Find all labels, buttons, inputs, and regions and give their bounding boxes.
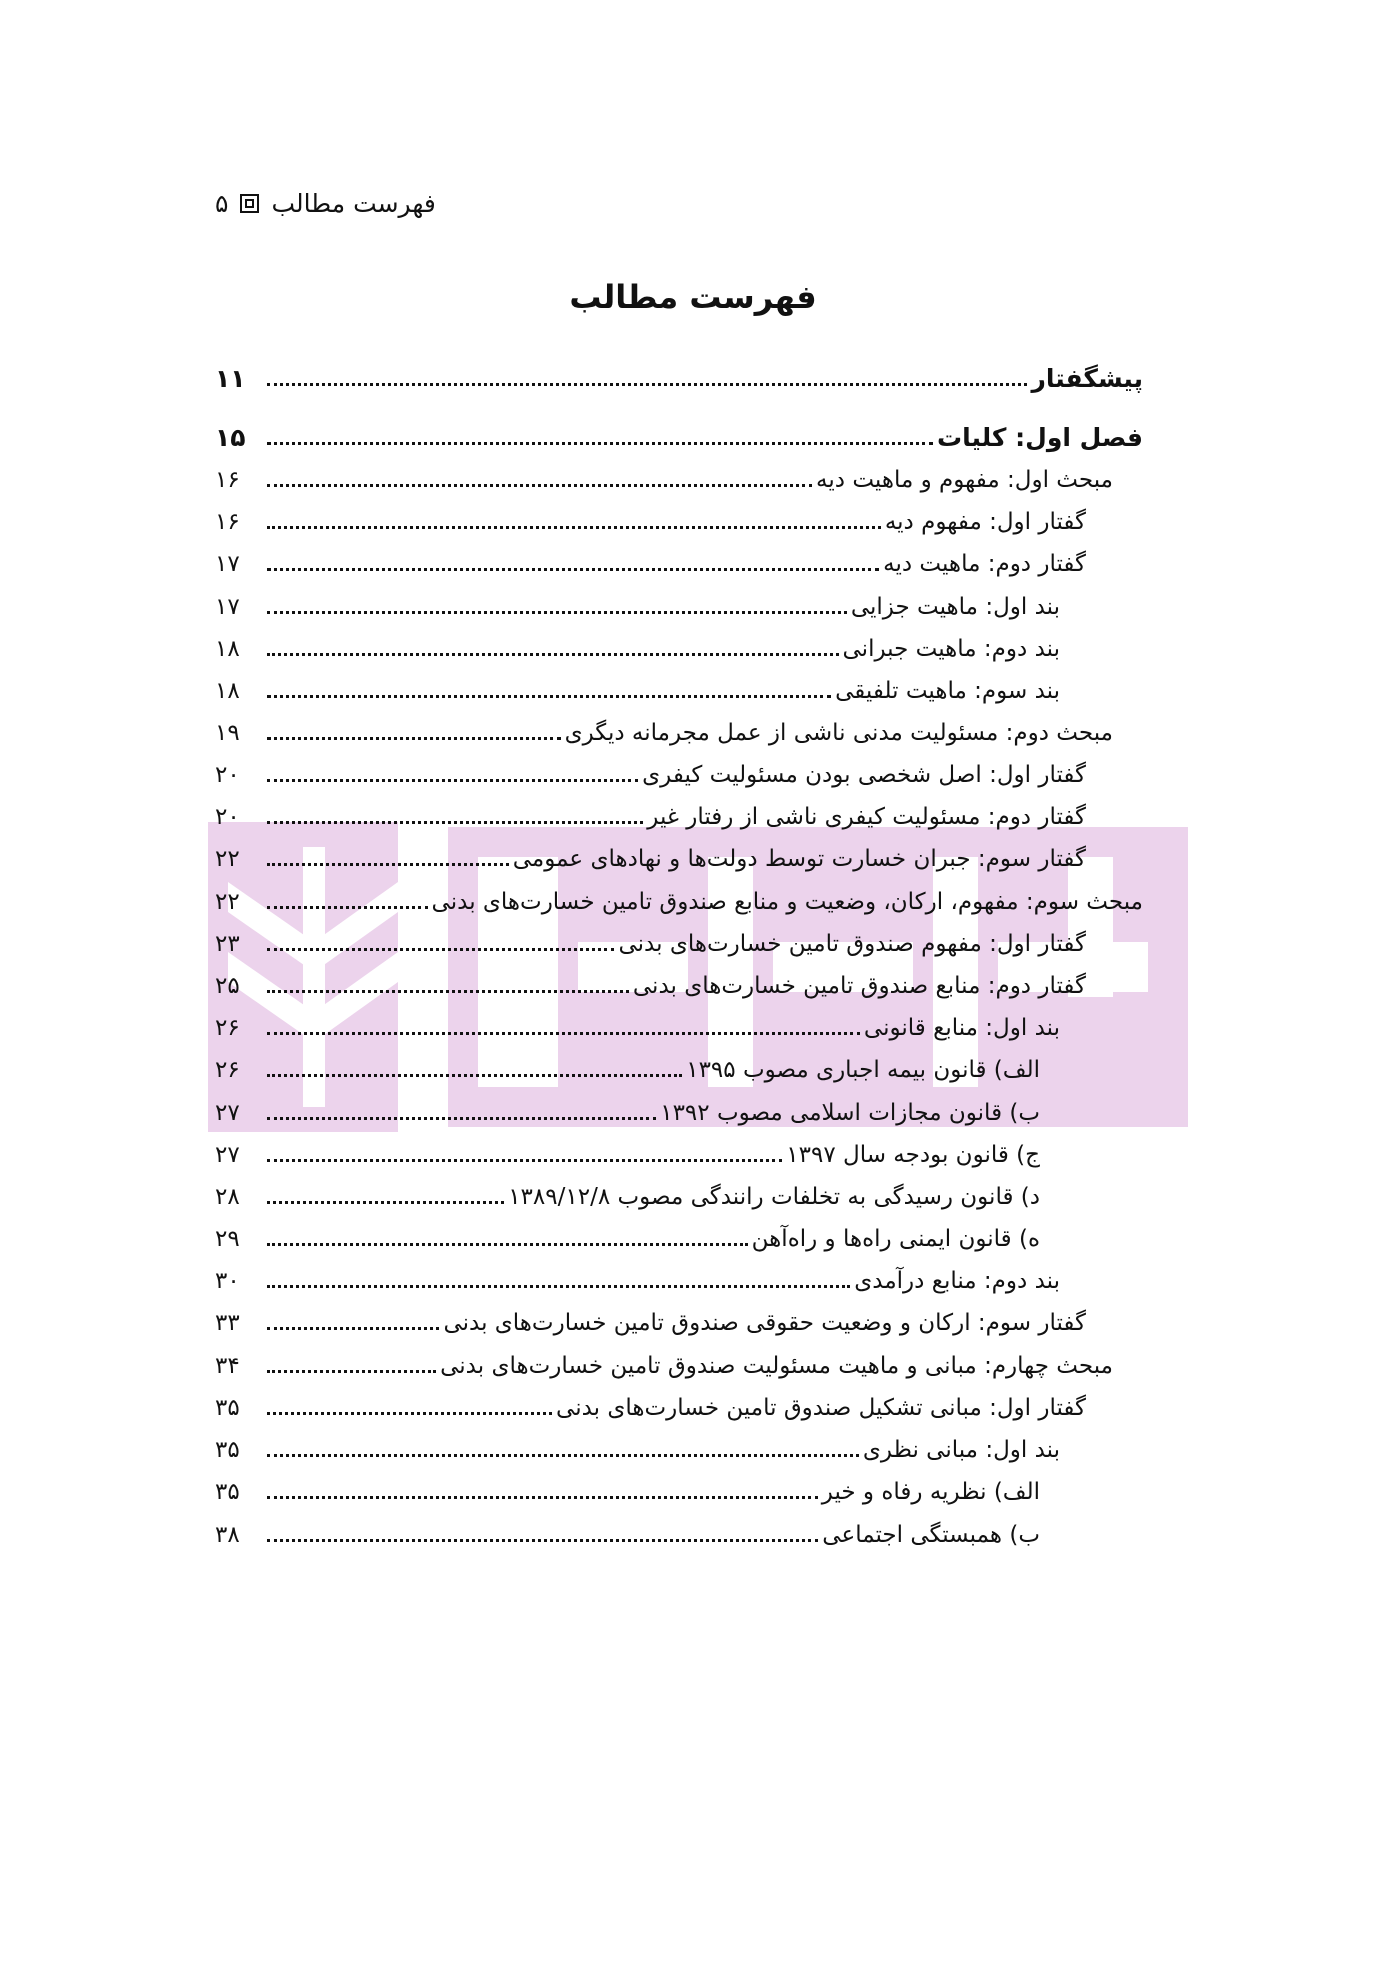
toc-dot-leader [267, 1539, 818, 1542]
square-ornament-icon [240, 194, 259, 213]
toc-entry-page-number: ۲۳ [215, 931, 240, 957]
toc-entry-label: گفتار دوم: مسئولیت کیفری ناشی از رفتار غیر [647, 804, 1086, 830]
toc-entry-page-number: ۱۷ [215, 594, 240, 620]
toc-dot-leader [267, 1159, 782, 1162]
toc-dot-leader [267, 484, 812, 487]
toc-entry-label: مبحث اول: مفهوم و ماهیت دیه [816, 467, 1113, 493]
toc-entry-label: بند اول: منابع قانونی [863, 1015, 1060, 1041]
toc-entry-page-number: ۳۵ [215, 1437, 240, 1463]
toc-entry-label: گفتار سوم: ارکان و وضعیت حقوقی صندوق تامین خسارت‌های بدنی [443, 1310, 1086, 1336]
toc-dot-leader [267, 906, 428, 909]
toc-entry-page-number: ۲۵ [215, 973, 240, 999]
toc-entry-label: گفتار اول: مبانی تشکیل صندوق تامین خسارت‌های بدنی [556, 1395, 1086, 1421]
toc-entry-label: مبحث چهارم: مبانی و ماهیت مسئولیت صندوق تامین خسارت‌های بدنی [440, 1353, 1113, 1379]
toc-entry [215, 1508, 1040, 1550]
toc-entry-label: گفتار اول: اصل شخصی بودن مسئولیت کیفری [642, 762, 1086, 788]
toc-entry-label: پیشگفتار [1031, 364, 1143, 393]
toc-dot-leader [267, 990, 629, 993]
toc-dot-leader [267, 779, 638, 782]
toc-entry [215, 1381, 1086, 1423]
toc-entry-label: بند اول: مبانی نظری [862, 1437, 1060, 1463]
toc-dot-leader [267, 1327, 439, 1330]
toc-entry-page-number: ۳۰ [215, 1268, 240, 1294]
toc-entry-page-number: ۳۸ [215, 1522, 240, 1548]
toc-entry [215, 1423, 1060, 1465]
toc-dot-leader [267, 821, 643, 824]
toc-entry-label: گفتار دوم: ماهیت دیه [883, 551, 1086, 577]
toc-dot-leader [267, 383, 1027, 386]
toc-entry-page-number: ۲۲ [215, 889, 240, 915]
toc-dot-leader [267, 1454, 859, 1457]
toc-entry-page-number: ۱۶ [215, 467, 240, 493]
toc-dot-leader [267, 1032, 860, 1035]
toc-dot-leader [267, 653, 839, 656]
toc-entry-page-number: ۱۸ [215, 636, 240, 662]
toc-entry-page-number: ۲۶ [215, 1057, 240, 1083]
toc-entry-label: مبحث سوم: مفهوم، ارکان، وضعیت و منابع صندوق تامین خسارت‌های بدنی [431, 889, 1143, 915]
toc-entry-page-number: ۲۶ [215, 1015, 240, 1041]
toc-dot-leader [267, 737, 561, 740]
toc-entry [215, 1254, 1060, 1296]
toc-entry [215, 790, 1086, 832]
toc-entry [215, 352, 1143, 394]
toc-entry-label: گفتار دوم: منابع صندوق تامین خسارت‌های بدنی [632, 973, 1086, 999]
toc-entry [215, 1086, 1040, 1128]
toc-entry-page-number: ۲۹ [215, 1226, 240, 1252]
toc-entry [215, 411, 1143, 453]
toc-entry-label: بند اول: ماهیت جزایی [850, 594, 1060, 620]
toc-entry-page-number: ۲۷ [215, 1100, 240, 1126]
toc-entry-label: بند دوم: منابع درآمدی [854, 1268, 1060, 1294]
toc-entry [215, 1128, 1040, 1170]
toc-entry [215, 1465, 1040, 1507]
toc-entry-label: ب) قانون مجازات اسلامی مصوب ۱۳۹۲ [660, 1100, 1040, 1126]
toc-entry [215, 748, 1086, 790]
toc-entry-page-number: ۱۸ [215, 678, 240, 704]
header-title: فهرست مطالب [271, 188, 436, 218]
toc-entry-page-number: ۳۴ [215, 1353, 240, 1379]
toc-dot-leader [267, 1201, 504, 1204]
toc-entry [215, 1339, 1113, 1381]
running-header [215, 183, 436, 223]
toc-entry-label: الف) قانون بیمه اجباری مصوب ۱۳۹۵ [686, 1057, 1040, 1083]
toc-entry [215, 832, 1086, 874]
toc-entry-label: بند دوم: ماهیت جبرانی [842, 636, 1060, 662]
toc-entry [215, 917, 1086, 959]
toc-entry [215, 1001, 1060, 1043]
toc-dot-leader [267, 611, 847, 614]
toc-entry-label: گفتار سوم: جبران خسارت توسط دولت‌ها و نهادهای عمومی [512, 846, 1086, 872]
toc-entry [215, 537, 1086, 579]
toc-dot-leader [267, 568, 879, 571]
toc-entry-page-number: ۱۹ [215, 720, 240, 746]
toc-entry-page-number: ۲۰ [215, 804, 240, 830]
toc-entry-page-number: ۱۱ [215, 364, 246, 393]
toc-entry [215, 1043, 1040, 1085]
toc-dot-leader [267, 1285, 850, 1288]
toc-entry [215, 706, 1113, 748]
toc-dot-leader [267, 1117, 656, 1120]
toc-entry-label: گفتار اول: مفهوم صندوق تامین خسارت‌های بدنی [618, 931, 1086, 957]
toc-entry-page-number: ۱۵ [215, 423, 246, 452]
toc-dot-leader [267, 695, 831, 698]
toc-entry-label: ب) همبستگی اجتماعی [822, 1522, 1040, 1548]
toc-dot-leader [267, 1412, 552, 1415]
toc-entry-page-number: ۳۵ [215, 1395, 240, 1421]
toc-entry-label: د) قانون رسیدگی به تخلفات رانندگی مصوب ۱۳۸۹/۱۲/۸ [508, 1184, 1040, 1210]
toc-entry-page-number: ۲۷ [215, 1142, 240, 1168]
toc-title: فهرست مطالب [569, 278, 817, 316]
toc-entry-label: ج) قانون بودجه سال ۱۳۹۷ [786, 1142, 1040, 1168]
toc-entry [215, 495, 1086, 537]
toc-entry-label: بند سوم: ماهیت تلفیقی [835, 678, 1060, 704]
toc-entry [215, 959, 1086, 1001]
toc-entry-page-number: ۱۶ [215, 509, 240, 535]
toc-entry-label: مبحث دوم: مسئولیت مدنی ناشی از عمل مجرمانه دیگری [564, 720, 1113, 746]
toc-entry-label: الف) نظریه رفاه و خیر [821, 1479, 1040, 1505]
toc-entry-label: گفتار اول: مفهوم دیه [884, 509, 1086, 535]
toc-entry [215, 1296, 1086, 1338]
toc-entry [215, 875, 1143, 917]
toc-entry-page-number: ۱۷ [215, 551, 240, 577]
toc-entry-label: فصل اول: کلیات [937, 423, 1143, 452]
toc-entry-page-number: ۳۵ [215, 1479, 240, 1505]
toc-entry [215, 1170, 1040, 1212]
toc-entry [215, 664, 1060, 706]
toc-entry-label: ه) قانون ایمنی راه‌ها و راه‌آهن [751, 1226, 1040, 1252]
toc-entry [215, 580, 1060, 622]
toc-dot-leader [267, 948, 614, 951]
toc-entry [215, 622, 1060, 664]
toc-entry-page-number: ۳۳ [215, 1310, 240, 1336]
toc-entry [215, 453, 1113, 495]
toc-dot-leader [267, 1370, 436, 1373]
toc-dot-leader [267, 863, 509, 866]
toc-entry-page-number: ۲۰ [215, 762, 240, 788]
toc-entry-page-number: ۲۸ [215, 1184, 240, 1210]
toc-dot-leader [267, 1074, 682, 1077]
toc-dot-leader [267, 526, 881, 529]
toc-entry [215, 1212, 1040, 1254]
toc-dot-leader [267, 442, 933, 445]
toc-dot-leader [267, 1243, 748, 1246]
toc-entry-page-number: ۲۲ [215, 846, 240, 872]
toc-dot-leader [267, 1496, 818, 1499]
header-page-number: ۵ [215, 188, 229, 218]
